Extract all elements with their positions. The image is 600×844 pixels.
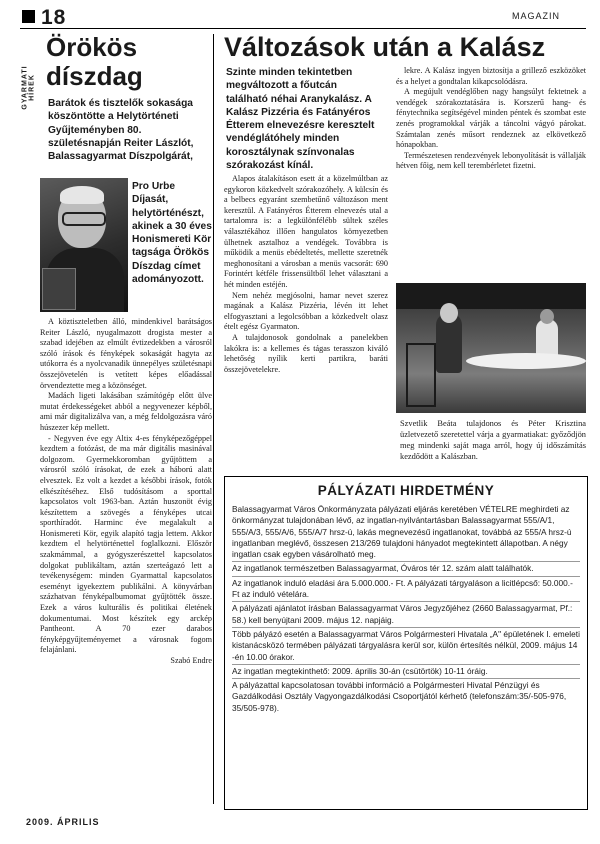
page-marker-icon bbox=[22, 10, 35, 23]
article1-paragraph: A köztiszteletben álló, mindenkivel barátságos Reiter László, nyugalmazott drogista mester a szabad idejében az elmúlt évtizedekben a városról szóló írások és fényképek sokaságát hagyta az utókorra és a nyolcvanadik ünnepélyes születésnapi összejövetelén is vetített képes előadással örvendeztette meg a közönséget. bbox=[40, 317, 212, 390]
notice-line: Az ingatlanok természetben Balassagyarmat, Óváros tér 12. szám alatt találhatók. bbox=[232, 562, 580, 576]
article1-signature: Szabó Endre bbox=[170, 656, 212, 665]
portrait-photo bbox=[40, 178, 128, 312]
section-label: MAGAZIN bbox=[512, 11, 561, 21]
notice-title: PÁLYÁZATI HIRDETMÉNY bbox=[317, 483, 495, 498]
notice-text bbox=[232, 503, 580, 715]
article1-paragraph: - Negyven éve egy Altix 4-es fényképezőgéppel kezdtem a fotózást, de ma már digitális masinával dolgozom. Gyermekkoromban gyűjtöttem a városról szóló írásokat, de ezek a háború alatt elvesztek. Ez volt a kezdet a későbbi írások, fotók elkészítéséhez. Első tudósításom a sporttal kapcsolatos volt 1963-ban. Aztán huszonöt évig készítettem a szövegés a fényképes utcai sporthíradót. Harminc éve megalakult a Honismereti Kör, egyik alapító tagja lettem. Akkor kezdtem el helytörténettel foglalkozni. Először szakmámmal, a gyógyszerészettel kapcsolatos dolgokat publikáltam, aztán szerteágazó lett a tevékenységem: minden Gyarmattal kapcsolatos eseményt igyekeztem publikálni. A könyvárban százhatvan fényképalbumomat gyűjtötték össze. Ezek a város kulturális és politikai életének dokumentumai. Most készítek egy arckép Pantheont. A 70 ezer darabos fényképgyűjteményemet a városnak fogom felajánlani. bbox=[40, 433, 212, 655]
column-divider bbox=[213, 34, 214, 804]
restaurant-photo bbox=[396, 283, 586, 413]
footer-date: 2009. ÁPRILIS bbox=[26, 817, 100, 827]
article2-paragraph: A tulajdonosok gondolnak a panelekben lakókra is: a kellemes és tágas terasszon kiváló lehetőség nyílik kerti partikra, baráti összejövetelekre. bbox=[224, 332, 388, 374]
article2-paragraph: Alapos átalakításon esett át a közelmúltban az egykoron közkedvelt szórakozóhely. A külcsín és a belbecs egyaránt szembetűnő változáson ment keresztül. A Fatányéros Étterem elnevezés utal a tartalomra is: a legkülönfélébb sültek széles választékához illően hangulatos környezetben ülhetnek asztalhoz a vendégek. Továbbra is működik a menüs ebédeltetés, mellette szeretnék meghonosítani a városban a menüs vacsorát: 690 Forintért kétféle frissensültből lehet választani a hét minden estéjén. bbox=[224, 174, 388, 289]
article1-lead: Barátok és tisztelők sokasága köszöntötte a Helytörténeti Gyűjteményben 80. születésnapján Reiter Lászlót, Balassagyarmat Díszpolgárát, bbox=[48, 98, 194, 163]
article1-title: Örökös díszdag bbox=[46, 32, 143, 91]
article2-paragraph: Természetesen rendezvények lebonyolítását is vállalják hétven főig, nem kell terembérletet fizetni. bbox=[396, 150, 586, 171]
article1-paragraph: Madách ligeti lakásában számítógép előtt ülve mutat érdekességeket abból a negyvenezer képből, ami már digitalizálva van, a még feldolgozásra váró húszezer kép mellett. bbox=[40, 391, 212, 432]
notice-line: Az ingatlan megtekinthető: 2009. április 30-án (csütörtök) 10-11 óráig. bbox=[232, 665, 580, 679]
article2-title: Változások után a Kalász bbox=[224, 32, 546, 62]
article2-body-col1 bbox=[224, 174, 388, 375]
tender-notice bbox=[224, 476, 588, 810]
notice-line: Több pályázó esetén a Balassagyarmat Város Polgármesteri Hivatala „A" épületének I. emeleti kistanácsközó termében pályázati tárgyalásra kerül sor, külön értesítés nélkül, 2009. május 14 -én 10.00 órakor. bbox=[232, 628, 580, 665]
page-number: 18 bbox=[22, 6, 66, 30]
notice-line: A pályázattal kapcsolatosan további információ a Polgármesteri Hivatal Pénzügyi és Gazdálkodási Osztály Vagyongazdálkodási Csoportjától kérhető (telefonszám:35/-505-976, 35/505-978). bbox=[232, 680, 567, 713]
photo-caption: Szvetlik Beáta tulajdonos és Péter Krisztina üzletvezető szeretettel várja a gyarmatiakat: győződjön meg mindenki saját maga arról, hogy új időszámítás kezdődött a Kalászban. bbox=[400, 419, 586, 461]
article2-paragraph: lekre. A Kalász ingyen biztosítja a grillező eszközöket és a helyet a gondtalan kikapcsolódásra. bbox=[396, 66, 586, 86]
header-rule bbox=[20, 28, 586, 29]
article2-body-col2 bbox=[396, 66, 586, 172]
notice-line: Az ingatlanok induló eladási ára 5.000.000.- Ft. A pályázati tárgyaláson a licitlépcső: 50.000.- Ft az induló vételára. bbox=[232, 577, 580, 603]
article2-lead: Szinte minden tekintetben megváltozott a főutcán található néhai Aranykalász. A Kalász Pizzéria és Fatányéros Étterem elnevezésre keresztelt vendéglátóhely minden korosztálynak színvonalas szórakozást kínál. bbox=[226, 67, 375, 172]
article2-paragraph: A megújult vendéglőben nagy hangsúlyt fektetnek a vendégek szórakoztatására is. Korszerű hang- és fénytechnika segítségével minden péntek és szombat este zenés programokkal várják a táncolni vágyó párokat. Számtalan zenés műsort rendeznek az elkövetkező hónapokban. bbox=[396, 87, 586, 150]
side-tag: GYARMATI HÍREK bbox=[21, 65, 36, 110]
notice-line: Balassagyarmat Város Önkormányzata pályázati eljárás keretében VÉTELRE meghirdeti az önkormányzat tulajdonában lévő, az ingatlan-nyilvántartásban Balassagyarmat 555/A/1, 555/A/3, 555/A/6, 555/A/7 hrsz-ú, lakás megnevezésű ingatlanokat, továbbá az 555/A hrsz-ú ingatlanban meglévő, összesen 213/269 tulajdoni hányadot megtekintett állapotban. A négy ingatlan csak egyben vásárolható meg. bbox=[232, 503, 580, 562]
notice-line: A pályázati ajánlatot írásban Balassagyarmat Város Jegyzőjéhez (2660 Balassagyarmat, Pf.: 58.) kell benyújtani 2009. május 12. napjáig. bbox=[232, 602, 580, 628]
article1-lead-continued: Pro Urbe Díjasát, helytörténészt, akinek a 30 éves Honismereti Kör tagsága Örökös Díszdag címet adományozott. bbox=[132, 181, 212, 286]
article1-body bbox=[40, 317, 212, 667]
article2-paragraph: Nem nehéz megjósolni, hamar nevet szerez magának a Kalász Pizzéria, lévén itt lehet elfogyasztani a legolcsóbban a közkedvelt olasz ételt egész Gyarmaton. bbox=[224, 290, 388, 332]
